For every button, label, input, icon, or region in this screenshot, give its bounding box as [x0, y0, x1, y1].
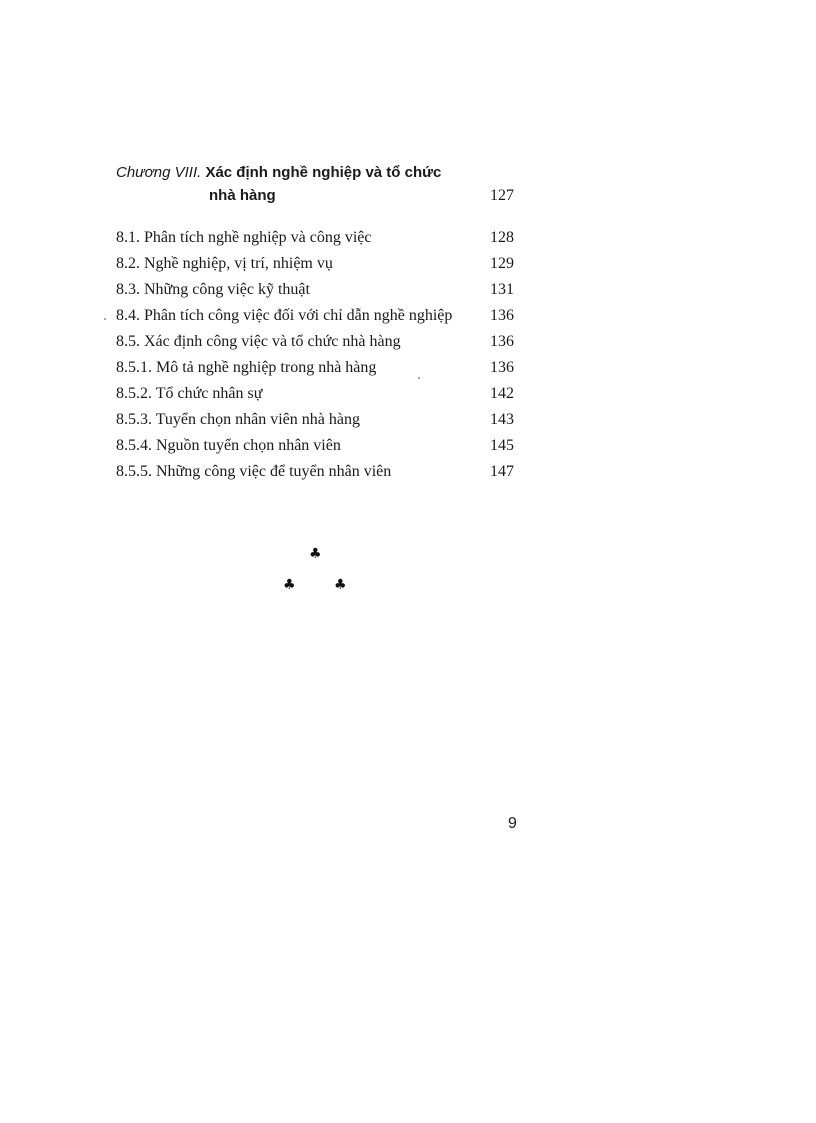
toc-entry-8-3[interactable]: [116, 277, 516, 303]
chapter-label: Chương VIII.: [116, 164, 202, 181]
toc-entry-page: 129: [490, 255, 514, 272]
scan-speck: [104, 318, 106, 320]
toc-entry-text: 8.4. Phân tích công việc đối với chỉ dẫn nghề nghiệp: [116, 307, 453, 324]
toc-entry-page: 128: [490, 229, 514, 246]
toc-entry-8-5-3[interactable]: [116, 407, 516, 433]
toc-entry-8-5[interactable]: [116, 329, 516, 355]
toc-entry-8-2[interactable]: [116, 251, 516, 277]
toc-entry-page: 147: [490, 463, 514, 480]
chapter-title-line1: Xác định nghề nghiệp và tổ chức: [205, 164, 442, 181]
toc-entry-8-5-4[interactable]: [116, 433, 516, 459]
toc-entry-text: 8.5.3. Tuyển chọn nhân viên nhà hàng: [116, 411, 360, 428]
toc-entry-page: 142: [490, 385, 514, 402]
toc-entry-text: 8.5.5. Những công việc để tuyển nhân viên: [116, 463, 392, 480]
toc-entry-page: 136: [490, 333, 514, 350]
toc-entry-page: 143: [490, 411, 514, 428]
toc-entry-8-5-1[interactable]: [116, 355, 516, 381]
toc-entry-8-5-5[interactable]: [116, 459, 516, 485]
toc-entry-page: 136: [490, 359, 514, 376]
chapter-title-line2: nhà hàng: [209, 187, 276, 204]
toc-entry-text: 8.3. Những công việc kỹ thuật: [116, 281, 310, 298]
chapter-page-number: 127: [490, 187, 514, 204]
club-ornament-icon: ♣: [283, 577, 296, 593]
toc-entry-page: 131: [490, 281, 514, 298]
toc-entry-8-5-2[interactable]: [116, 381, 516, 407]
toc-entry-page: 136: [490, 307, 514, 324]
toc-entry-text: 8.5.2. Tổ chức nhân sự: [116, 385, 263, 402]
scan-speck: [418, 377, 420, 379]
toc-entry-text: 8.5.4. Nguồn tuyển chọn nhân viên: [116, 437, 341, 454]
table-of-contents: [116, 225, 516, 485]
toc-entry-text: 8.5. Xác định công việc và tổ chức nhà hàng: [116, 333, 401, 350]
toc-entry-8-4[interactable]: [116, 303, 516, 329]
toc-entry-text: 8.2. Nghề nghiệp, vị trí, nhiệm vụ: [116, 255, 333, 272]
toc-entry-page: 145: [490, 437, 514, 454]
chapter-heading: [116, 164, 516, 214]
page-number: 9: [508, 815, 517, 832]
club-ornament-icon: ♣: [334, 577, 347, 593]
chapter-heading-line1: [116, 164, 441, 181]
toc-entry-8-1[interactable]: [116, 225, 516, 251]
club-ornament-icon: ♣: [309, 546, 322, 562]
toc-entry-text: 8.5.1. Mô tả nghề nghiệp trong nhà hàng: [116, 359, 377, 376]
toc-entry-text: 8.1. Phân tích nghề nghiệp và công việc: [116, 229, 372, 246]
